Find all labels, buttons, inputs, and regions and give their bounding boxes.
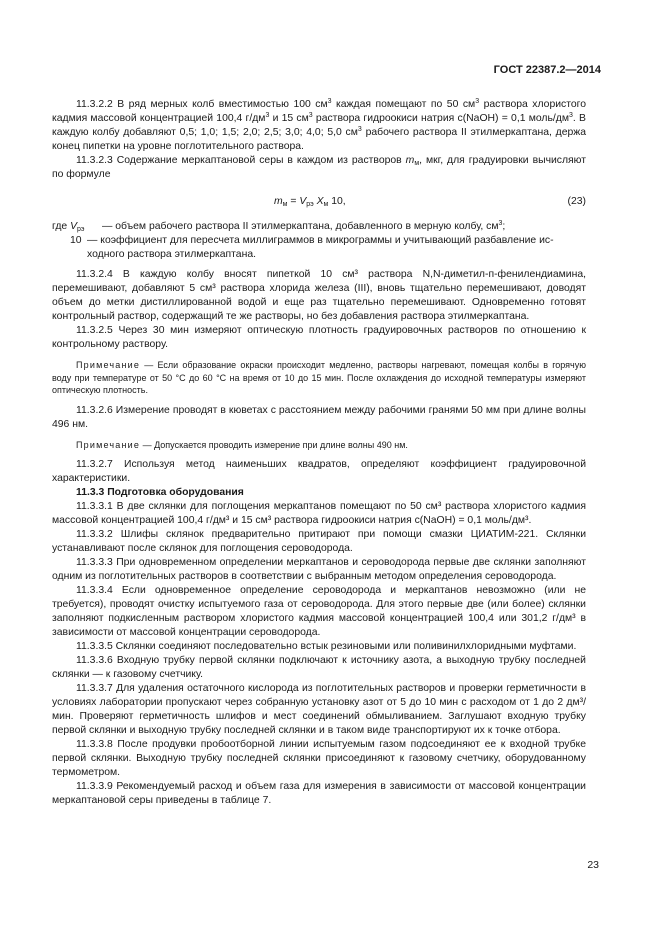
- formula-expression: $m_м = V_{рэ}$ $X_м$ 10,: [274, 196, 346, 208]
- note-1: Примечание — Если образование окраски происходит медленно, растворы нагревают, помещая колбы в горячую воду при температуре от 50 °С до 60 °С на время от 10 до 15 мин. После охлаждения до исходной температуры измеряют оптическую плотность.: [52, 360, 586, 395]
- paragraph-11-3-3-3: 11.3.3.3 При одновременном определении меркаптанов и сероводорода первые две склянки заполняют одним из поглотительных растворов в соответствии с выбранным методом определения сероводорода.: [52, 557, 586, 582]
- paragraph-11-3-3-8: 11.3.3.8 После продувки пробоотборной линии испытуемым газом подсоединяют ее к входной трубке первой склянки. Выходную трубку последней склянки присоединяют к газовому счетчику, оборудованному термометром.: [52, 739, 586, 778]
- document-header: ГОСТ 22387.2—2014: [493, 64, 601, 76]
- formula-23: [52, 190, 586, 216]
- paragraph-11-3-2-2: 11.3.2.2 В ряд мерных колб вместимостью 100 $см^3$ каждая помещают по 50 $см^3$ раствора хлористого кадмия массовой концентрацией 100,4 $г/дм^3$ и 15 $см^3$ раствора гидроокиси натрия с(NaOH) = 0,1 моль/$дм^3$. В каждую колбу добавляют 0,5; 1,0; 1,5; 2,0; 2,5; 3,0; 4,0; 5,0 $см^3$ рабочего раствора II этилмеркаптана, держа конец пипетки на уровне поглотительного раствора.: [52, 98, 587, 152]
- page-number: 23: [587, 859, 599, 871]
- paragraph-11-3-3-1: 11.3.3.1 В две склянки для поглощения меркаптанов помещают по 50 см³ раствора хлористого кадмия массовой концентрацией 100,4 г/дм³ и 15 см³ раствора гидроокиси натрия с(NaOH) = 0,1 моль/дм³.: [52, 501, 586, 526]
- paragraph-11-3-3-4: 11.3.3.4 Если одновременное определение сероводорода и меркаптанов невозможно (или не требуется), проводят очистку испытуемого газа от сероводорода. Для этого первые две (или более) склянки заполняют подкисленным раствором хлористого кадмия массовой концентрацией 100,4 или 301,2 г/дм³ в зависимости от массовой концентрации сероводорода.: [52, 585, 586, 638]
- where-ten-continued: ходного раствора этилмеркаптана.: [87, 249, 256, 260]
- where-ten: 10 — коэффициент для пересчета миллиграммов в микрограммы и учитывающий разбавление ис-: [70, 235, 554, 246]
- section-heading-11-3-3: 11.3.3 Подготовка оборудования: [76, 487, 244, 498]
- page-content: [52, 98, 586, 808]
- paragraph-11-3-3-5: 11.3.3.5 Склянки соединяют последовательно встык резиновыми или поливинилхлоридными муфтами.: [76, 641, 577, 652]
- note-2: Примечание — Допускается проводить измерение при длине волны 490 нм.: [76, 439, 408, 450]
- paragraph-11-3-2-3: 11.3.2.3 Содержание меркаптановой серы в каждом из растворов $m_м$, мкг, для градуировки вычисляют по формуле: [52, 155, 586, 180]
- paragraph-11-3-2-5: 11.3.2.5 Через 30 мин измеряют оптическую плотность градуировочных растворов по отношению к контрольному раствору.: [52, 325, 586, 350]
- paragraph-11-3-2-7: 11.3.2.7 Используя метод наименьших квадратов, определяют коэффициент градуировочной характеристики.: [52, 459, 586, 484]
- paragraph-11-3-3-2: 11.3.3.2 Шлифы склянок предварительно притирают при помощи смазки ЦИАТИМ-221. Склянки устанавливают после склянок для поглощения сероводорода.: [52, 529, 586, 554]
- formula-number: (23): [567, 196, 586, 207]
- paragraph-11-3-3-6: 11.3.3.6 Входную трубку первой склянки подключают к источнику азота, а выходную трубку последней склянки — к газовому счетчику.: [52, 655, 586, 680]
- paragraph-11-3-2-6: 11.3.2.6 Измерение проводят в кюветах с расстоянием между рабочими гранями 50 мм при длине волны 496 нм.: [52, 404, 586, 430]
- paragraph-11-3-3-9: 11.3.3.9 Рекомендуемый расход и объем газа для измерения в зависимости от массовой концентрации меркаптановой серы приведены в таблице 7.: [52, 781, 586, 806]
- paragraph-11-3-2-4: 11.3.2.4 В каждую колбу вносят пипеткой 10 см³ раствора N,N-диметил-п-фенилендиамина, перемешивают, добавляют 5 см³ раствора хлорида железа (III), вновь тщательно перемешивают, доводят объем до метки дистиллированной водой и еще раз тщательно перемешивают. Одновременно готовят контрольный раствор, содержащий те же растворы, но без добавления раствора этилмеркаптана.: [52, 269, 586, 322]
- where-v-re: где $V_{рэ}$ — объем рабочего раствора II этилмеркаптана, добавленного в мерную колбу, $см^3$;: [52, 220, 506, 233]
- paragraph-11-3-3-7: 11.3.3.7 Для удаления остаточного кислорода из поглотительных растворов и проверки герметичности в условиях лаборатории пропускают через собранную установку азот от 5 до 10 мин с расходом от 1 до 2 дм³/мин. Проверяют герметичность шлифов и мест соединений обмыливанием. Заглушают входную трубку первой склянки и выходную трубку последней склянки и в таком виде транспортируют их к точке отбора.: [52, 683, 586, 736]
